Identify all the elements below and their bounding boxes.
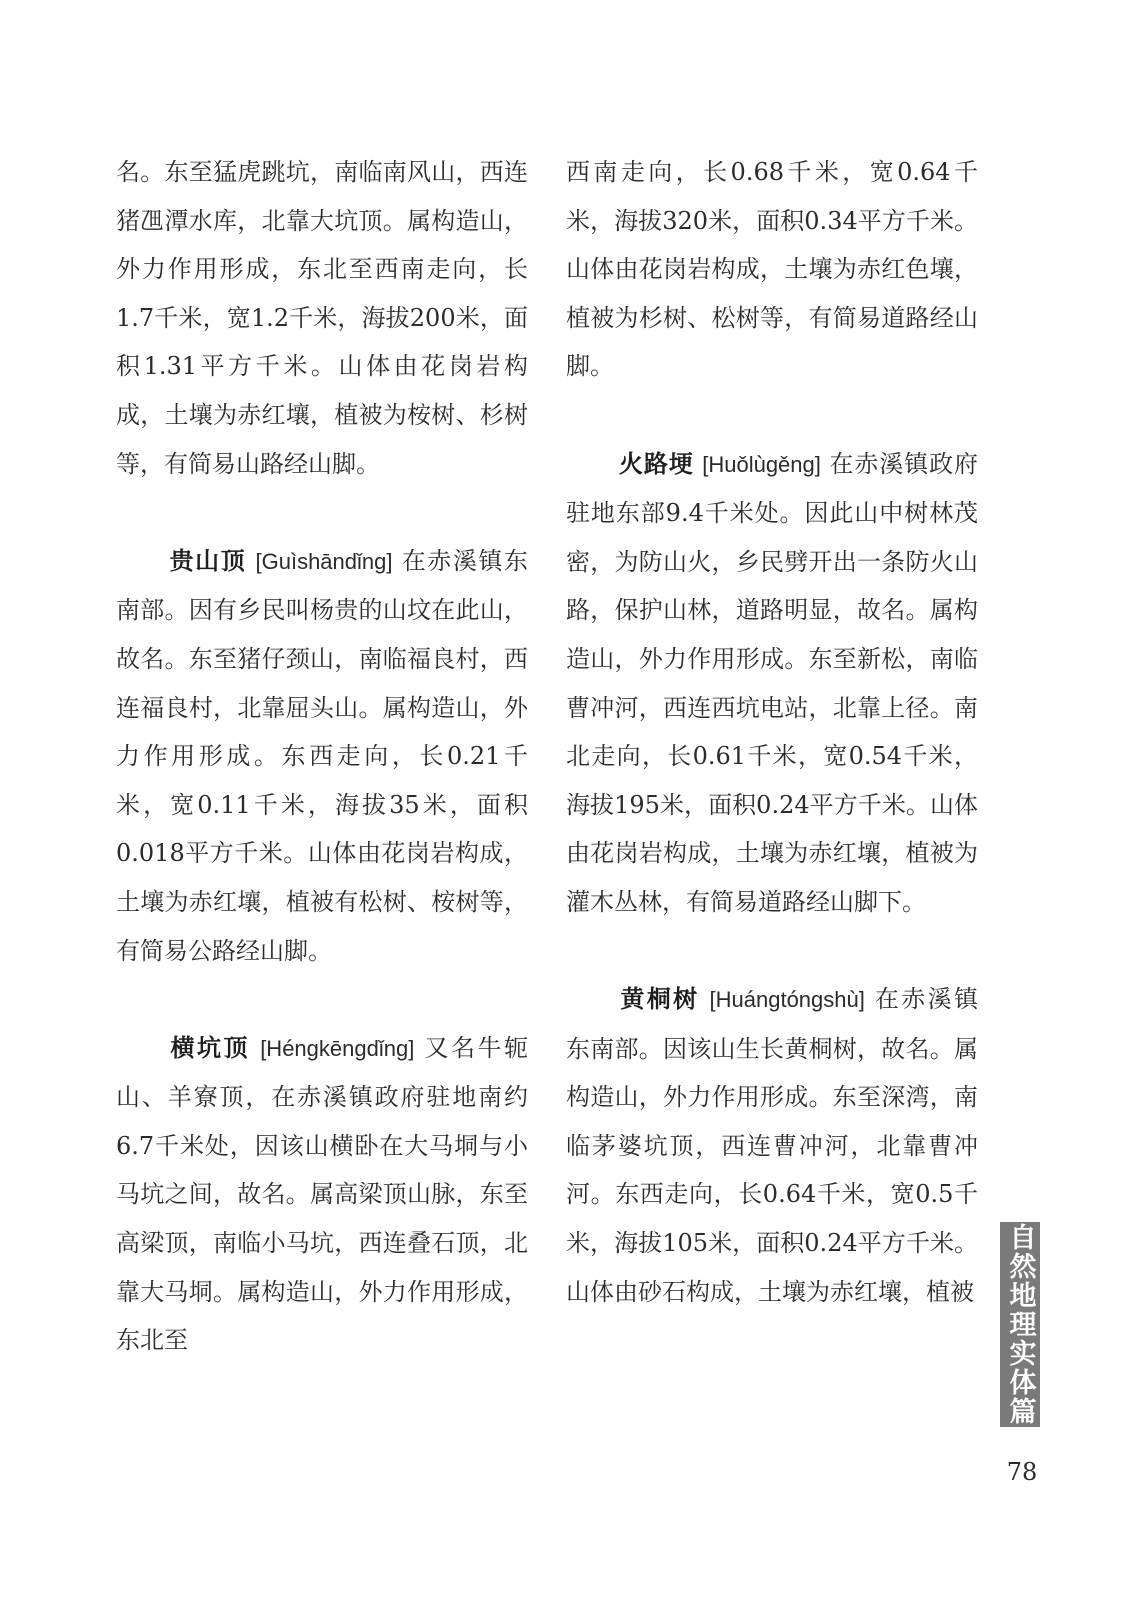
- entry-pinyin: [Héngkēngdǐng]: [260, 1035, 415, 1061]
- entry-name: 横坑顶: [168, 1032, 251, 1062]
- entry-guishanding: [116, 537, 528, 975]
- left-column: [116, 148, 528, 1365]
- continuation-text: 名。东至猛虎跳坑，南临南风山，西连猪乪潭水库，北靠大坑顶。属构造山，外力作用形成，东北至西南走向，长1.7千米，宽1.2千米，海拔200米，面积1.31平方千米。山体由花岗岩构成，土壤为赤红壤，植被为桉树、杉树等，有简易山路经山脚。: [116, 158, 528, 478]
- entry-huolugeng: [566, 440, 978, 927]
- entry-hengkengding: [116, 1024, 528, 1365]
- section-side-tab: 自然地理实体篇: [1000, 1222, 1040, 1427]
- continuation-text: 西南走向，长0.68千米，宽0.64千米，海拔320米，面积0.34平方千米。山体由花岗岩构成，土壤为赤红色壤，植被为杉树、松树等，有简易道路经山脚。: [566, 158, 978, 381]
- entry-huangtongshu: [566, 975, 978, 1316]
- entry-text: 在赤溪镇东南部。因该山生长黄桐树，故名。属构造山，外力作用形成。东至深湾，南临茅婆坑顶，西连曹冲河，北靠曹冲河。东西走向，长0.64千米，宽0.5千米，海拔105米，面积0.24平方千米。山体由砂石构成，土壤为赤红壤，植被: [566, 985, 978, 1306]
- entry-pinyin: [Guìshāndǐng]: [255, 548, 393, 574]
- entry-text: 在赤溪镇政府驻地东部9.4千米处。因此山中树林茂密，为防山火，乡民劈开出一条防火山路，保护山林，道路明显，故名。属构造山，外力作用形成。东至新松，南临曹冲河，西连西坑电站，北靠上径。南北走向，长0.61千米，宽0.54千米，海拔195米，面积0.24平方千米。山体由花岗岩构成，土壤为赤红壤，植被为灌木丛林，有简易道路经山脚下。: [566, 449, 978, 916]
- entry-name: 贵山顶: [168, 545, 247, 575]
- page-number: 78: [1006, 1458, 1038, 1486]
- entry-name: 黄桐树: [618, 984, 700, 1014]
- right-column: [566, 148, 978, 1316]
- entry-pinyin: [Huángtóngshù]: [709, 987, 865, 1013]
- entry-pinyin: [Huǒlùgěng]: [702, 451, 821, 477]
- entry-name: 火路埂: [618, 448, 694, 478]
- entry-text: 又名牛轭山、羊寮顶，在赤溪镇政府驻地南约6.7千米处，因该山横卧在大马垌与小马坑之间，故名。属高梁顶山脉，东至高梁顶，南临小马坑，西连叠石顶，北靠大马垌。属构造山，外力作用形成，东北至: [116, 1033, 528, 1355]
- entry-text: 在赤溪镇东南部。因有乡民叫杨贵的山坟在此山，故名。东至猪仔颈山，南临福良村，西连福良村，北靠屈头山。属构造山，外力作用形成。东西走向，长0.21千米，宽0.11千米，海拔35米，面积0.018平方千米。山体由花岗岩构成，土壤为赤红壤，植被有松树、桉树等，有简易公路经山脚。: [116, 546, 528, 965]
